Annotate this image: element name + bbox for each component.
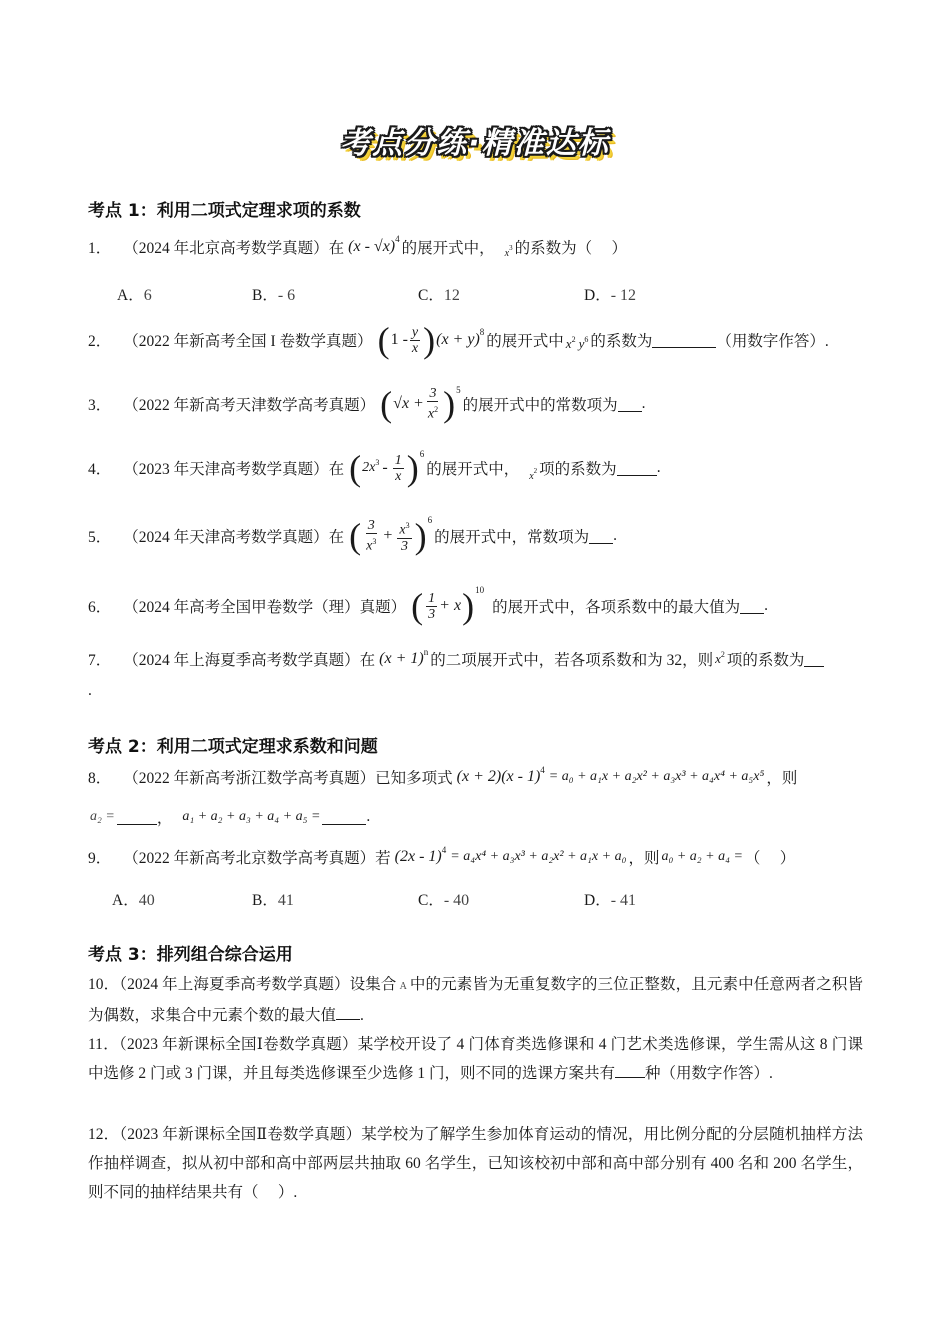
question-text: （2022 年新高考北京数学高考真题）若 — [123, 850, 391, 867]
question-text: 中的元素皆为无重复数字的三位正整数，且元素中任意两者之积皆为偶数，求集合中元素个数的最大值 — [88, 976, 863, 1024]
math-expression: ( √x + $\frac{3}{x^2}$ ) $^5$ — [380, 384, 461, 424]
question-7-end: . — [88, 682, 92, 699]
question-5 — [88, 514, 617, 558]
answer-blank[interactable] — [618, 397, 642, 412]
question-number: 9． — [88, 850, 112, 867]
question-12 — [88, 1120, 863, 1207]
answer-blank[interactable] — [804, 652, 824, 667]
question-text: 项的系数为 — [539, 461, 617, 478]
question-text: （2022 年新高考天津数学高考真题） — [123, 397, 376, 414]
option-a[interactable]: A．40 — [112, 892, 155, 909]
question-number: 6． — [88, 599, 112, 616]
question-text: （ ） — [744, 850, 796, 867]
question-text: （2023 年新课标全国Ⅰ卷数学真题）某学校开设了 4 门体育类选修课和 4 门艺术类选修课，学生需从这 8 门课中选修 2 门或 3 门课，并且每类选修课至少选修 1 门，则不同的选课方案共有 — [88, 1036, 863, 1082]
answer-blank[interactable] — [615, 1063, 645, 1078]
question-text: （用数字作答）. — [716, 333, 829, 350]
section-heading-1: 考点 1：利用二项式定理求项的系数 — [88, 201, 361, 221]
math-expression: ( 2x $^3$ - $\frac{1}{x}$ ) $^6$ — [349, 448, 425, 488]
math-term: x $^2$ y $^6$ — [565, 334, 589, 351]
option-a[interactable]: A．6 — [117, 287, 152, 304]
question-number: 4． — [88, 461, 112, 478]
math-expression: a₁ + a₂ + a₃ + a₄ + a₅ = — [182, 809, 321, 824]
question-number: 1． — [88, 240, 112, 257]
question-text: 的展开式中， — [401, 240, 495, 257]
math-expression: = a₄x⁴ + a₃x³ + a₂x² + a₁x + a₀ — [450, 849, 627, 864]
question-text: 的展开式中，各项系数中的最大值为 — [492, 599, 741, 616]
question-text: （2022 年新高考浙江数学高考真题）已知多项式 — [123, 770, 453, 787]
question-text: （2023 年天津高考数学真题）在 — [123, 461, 345, 478]
math-expression: ( $\frac{3}{x^3}$ + $\frac{x^3}{3}$ ) $^6$ — [349, 515, 433, 556]
question-text: （2023 年新课标全国Ⅱ卷数学真题）某学校为了解学生参加体育运动的情况，用比例分配的分层随机抽样方法作抽样调查，拟从初中部和高中部两层共抽取 60 名学生，已知该校初中部和高中部分别有 400 名和 200 名学生，则不同的抽样结果共有（ ）. — [88, 1126, 863, 1201]
math-expression: ( 1 - $\frac{y}{x}$ ) (x + y) $^8$ — [377, 320, 485, 360]
question-11 — [88, 1030, 863, 1088]
option-d[interactable]: D．- 41 — [584, 892, 637, 909]
question-9 — [88, 846, 795, 868]
question-text: 的二项展开式中，若各项系数和为 32，则 — [430, 652, 714, 669]
question-number: 3． — [88, 397, 112, 414]
question-text: ，则 — [766, 770, 798, 787]
question-text: （2024 年天津高考数学真题）在 — [123, 529, 345, 546]
question-text: 项的系数为 — [726, 652, 805, 669]
math-term: a₂ = — [90, 809, 115, 824]
option-d[interactable]: D．- 12 — [584, 287, 637, 304]
question-1 — [88, 236, 627, 258]
question-number: 12． — [88, 1126, 120, 1143]
answer-blank[interactable] — [336, 1005, 360, 1020]
section-heading-2: 考点 2：利用二项式定理求系数和问题 — [88, 737, 378, 757]
math-expression: a₀ + a₂ + a₄ = — [661, 849, 743, 864]
question-text: 的展开式中， — [426, 461, 520, 478]
option-b[interactable]: B．41 — [252, 892, 294, 909]
question-text: （2024 年上海夏季高考数学真题）在 — [123, 652, 376, 669]
punctuation: . — [613, 527, 618, 544]
question-text: （2024 年北京高考数学真题）在 — [123, 240, 345, 257]
math-term: x $^3$ — [504, 244, 513, 259]
math-term: A — [399, 981, 407, 992]
question-number: 8． — [88, 770, 112, 787]
page-title-banner: 考点分练·精准达标 — [340, 126, 610, 161]
section-heading-3: 考点 3：排列组合综合运用 — [88, 945, 293, 965]
question-text: 的系数为（ ） — [514, 240, 627, 257]
answer-blank[interactable] — [589, 529, 613, 544]
answer-blank[interactable] — [617, 461, 657, 476]
punctuation: . — [360, 1007, 364, 1024]
math-term: x $^2$ — [529, 467, 538, 482]
question-text: 种（用数字作答）. — [645, 1065, 773, 1082]
question-text: （2024 年高考全国甲卷数学（理）真题） — [123, 599, 407, 616]
question-number: 2． — [88, 333, 112, 350]
math-expression: ( $\frac{1}{3}$ + x ) $^{10}$ — [411, 585, 485, 626]
answer-blank[interactable] — [652, 333, 716, 348]
option-c[interactable]: C．12 — [418, 287, 460, 304]
question-number: 5． — [88, 529, 112, 546]
question-6 — [88, 584, 768, 628]
question-number: 10． — [88, 976, 120, 993]
question-text: 的展开式中的常数项为 — [462, 397, 618, 414]
math-expression: (x - √x) $^4$ — [348, 234, 400, 255]
math-expression: = a₀ + a₁x + a₂x² + a₃x³ + a₄x⁴ + a₅x⁵ — [548, 769, 765, 784]
math-expression: (2x - 1) $^4$ — [394, 845, 447, 865]
question-number: 11． — [88, 1036, 119, 1053]
question-text: 的展开式中，常数项为 — [434, 529, 590, 546]
answer-blank[interactable] — [117, 810, 157, 825]
question-text: ，则 — [628, 850, 660, 867]
math-term: x $^2$ — [715, 649, 725, 666]
punctuation: ， — [156, 810, 173, 827]
math-expression: (x + 2)(x - 1) $^4$ — [456, 765, 545, 785]
question-3 — [88, 384, 645, 424]
option-c[interactable]: C．- 40 — [418, 892, 470, 909]
answer-blank[interactable] — [740, 599, 764, 614]
question-number: 7． — [88, 652, 112, 669]
punctuation: . — [641, 395, 646, 412]
option-b[interactable]: B．- 6 — [252, 287, 296, 304]
question-2 — [88, 320, 829, 360]
question-8 — [88, 766, 797, 788]
math-expression: (x + 1) $^n$ — [379, 647, 429, 667]
question-7 — [88, 648, 824, 670]
question-4 — [88, 448, 661, 488]
punctuation: . — [764, 597, 768, 614]
question-10 — [88, 970, 863, 1030]
question-text: 的展开式中 — [486, 333, 564, 350]
question-8-line-2 — [88, 806, 370, 828]
punctuation: . — [656, 459, 661, 476]
answer-blank[interactable] — [322, 810, 366, 825]
question-text: （2022 年新高考全国 I 卷数学真题） — [123, 333, 373, 350]
question-text: 的系数为 — [590, 333, 653, 350]
punctuation: . — [366, 808, 371, 825]
question-text: （2024 年上海夏季高考数学真题）设集合 — [119, 976, 397, 993]
